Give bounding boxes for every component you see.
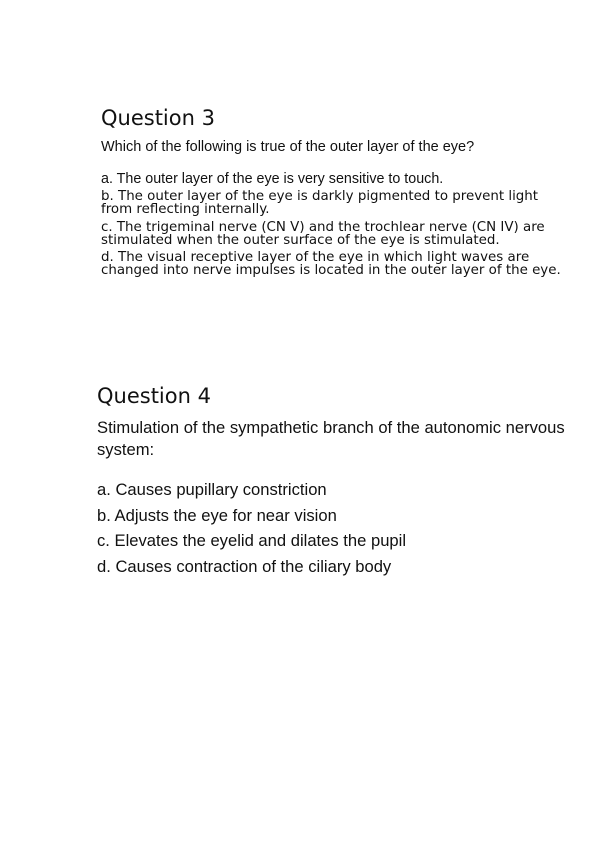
question-stem: Which of the following is true of the outer layer of the eye? — [101, 139, 475, 155]
question-4 — [97, 382, 577, 582]
answer-option-c[interactable]: c. Elevates the eyelid and dilates the pupil — [97, 531, 407, 550]
question-3 — [101, 104, 571, 281]
question-title: Question 4 — [97, 384, 211, 408]
answer-option-a[interactable]: a. The outer layer of the eye is very sensitive to touch. — [101, 171, 444, 187]
answer-option-d[interactable]: d. Causes contraction of the ciliary body — [97, 556, 392, 576]
answer-option-d[interactable]: d. The visual receptive layer of the eye in which light waves are changed into nerve impulses is located in the outer layer of the eye. — [101, 250, 561, 279]
answer-options — [97, 480, 577, 577]
answer-options — [101, 173, 571, 277]
question-stem: Stimulation of the sympathetic branch of the autonomic nervous system: — [97, 418, 565, 459]
answer-option-b[interactable]: b. Adjusts the eye for near vision — [97, 505, 337, 525]
answer-option-b[interactable]: b. The outer layer of the eye is darkly pigmented to prevent light from reflecting internally. — [101, 189, 539, 218]
answer-option-a[interactable]: a. Causes pupillary constriction — [97, 480, 327, 499]
answer-option-c[interactable]: c. The trigeminal nerve (CN V) and the trochlear nerve (CN IV) are stimulated when the outer surface of the eye is stimulated. — [101, 219, 545, 248]
question-title: Question 3 — [101, 106, 215, 130]
